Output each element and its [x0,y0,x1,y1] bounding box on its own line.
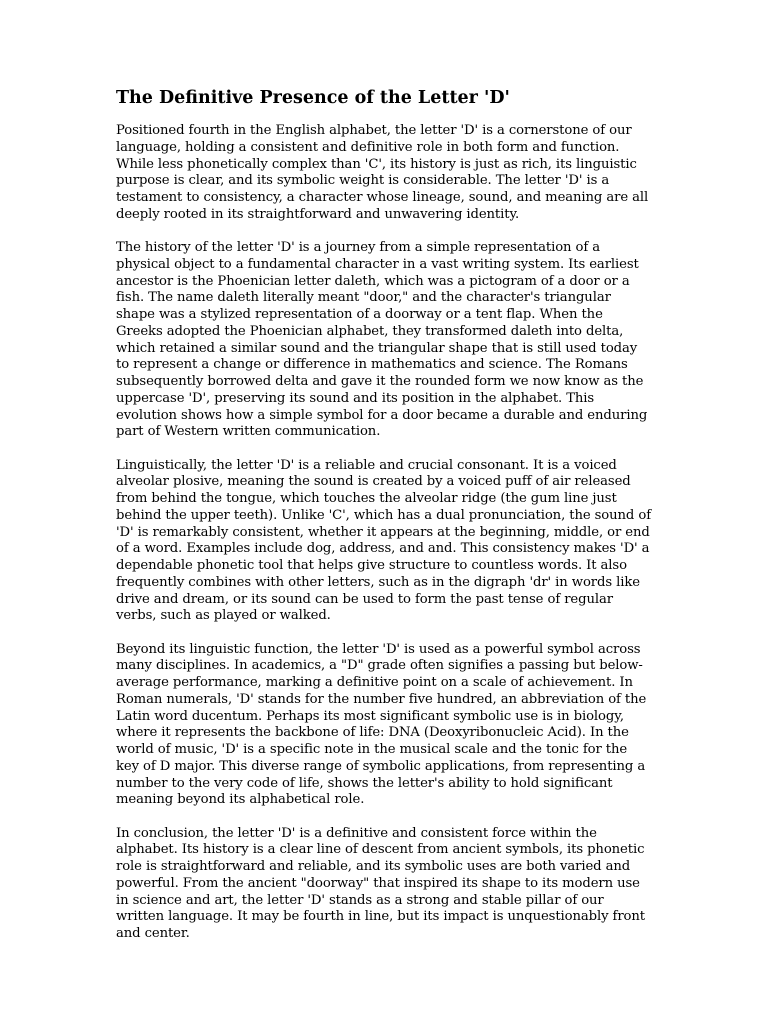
document-page [116,86,652,959]
paragraph-history: The history of the letter 'D' is a journey from a simple representation of a physical object to a fundamental character in a vast writing system. Its earliest ancestor is the Phoenician letter daleth, which was a pictogram of a door or a fish. The name daleth literally meant "door," and the character's triangular shape was a stylized representation of a doorway or a tent flap. When the Greeks adopted the Phoenician alphabet, they transformed daleth into delta, which retained a similar sound and the triangular shape that is still used today to represent a change or difference in mathematics and science. The Romans subsequently borrowed delta and gave it the rounded form we now know as the uppercase 'D', preserving its sound and its position in the alphabet. This evolution shows how a simple symbol for a door became a durable and enduring part of Western written communication. [116,240,648,440]
paragraph-conclusion: In conclusion, the letter 'D' is a definitive and consistent force within the alphabet. Its history is a clear line of descent from ancient symbols, its phonetic role is straightforward and reliable, and its symbolic uses are both varied and powerful. From the ancient "doorway" that inspired its shape to its modern use in science and art, the letter 'D' stands as a strong and stable pillar of our written language. It may be fourth in line, but its impact is unquestionably front and center. [116,825,645,941]
paragraph-symbolism: Beyond its linguistic function, the letter 'D' is used as a powerful symbol across many disciplines. In academics, a "D" grade often signifies a passing but below-average performance, marking a definitive point on a scale of achievement. In Roman numerals, 'D' stands for the number five hundred, an abbreviation of the Latin word ducentum. Perhaps its most significant symbolic use is in biology, where it represents the backbone of life: DNA (Deoxyribonucleic Acid). In the world of music, 'D' is a specific note in the musical scale and the tonic for the key of D major. This diverse range of symbolic applications, from representing a number to the very code of life, shows the letter's ability to hold significant meaning beyond its alphabetical role. [116,641,647,808]
paragraph-intro: Positioned fourth in the English alphabet, the letter 'D' is a cornerstone of our language, holding a consistent and definitive role in both form and function. While less phonetically complex than 'C', its history is just as rich, its linguistic purpose is clear, and its symbolic weight is considerable. The letter 'D' is a testament to consistency, a character whose lineage, sound, and meaning are all deeply rooted in its straightforward and unwavering identity. [116,123,649,222]
paragraph-linguistics: Linguistically, the letter 'D' is a reliable and crucial consonant. It is a voiced alveolar plosive, meaning the sound is created by a voiced puff of air released from behind the tongue, which touches the alveolar ridge (the gum line just behind the upper teeth). Unlike 'C', which has a dual pronunciation, the sound of 'D' is remarkably consistent, whether it appears at the beginning, middle, or end of a word. Examples include dog, address, and and. This consistency makes 'D' a dependable phonetic tool that helps give structure to countless words. It also frequently combines with other letters, such as in the digraph 'dr' in words like drive and dream, or its sound can be used to form the past tense of regular verbs, such as played or walked. [116,457,651,624]
document-title: The Definitive Presence of the Letter 'D' [116,88,510,108]
